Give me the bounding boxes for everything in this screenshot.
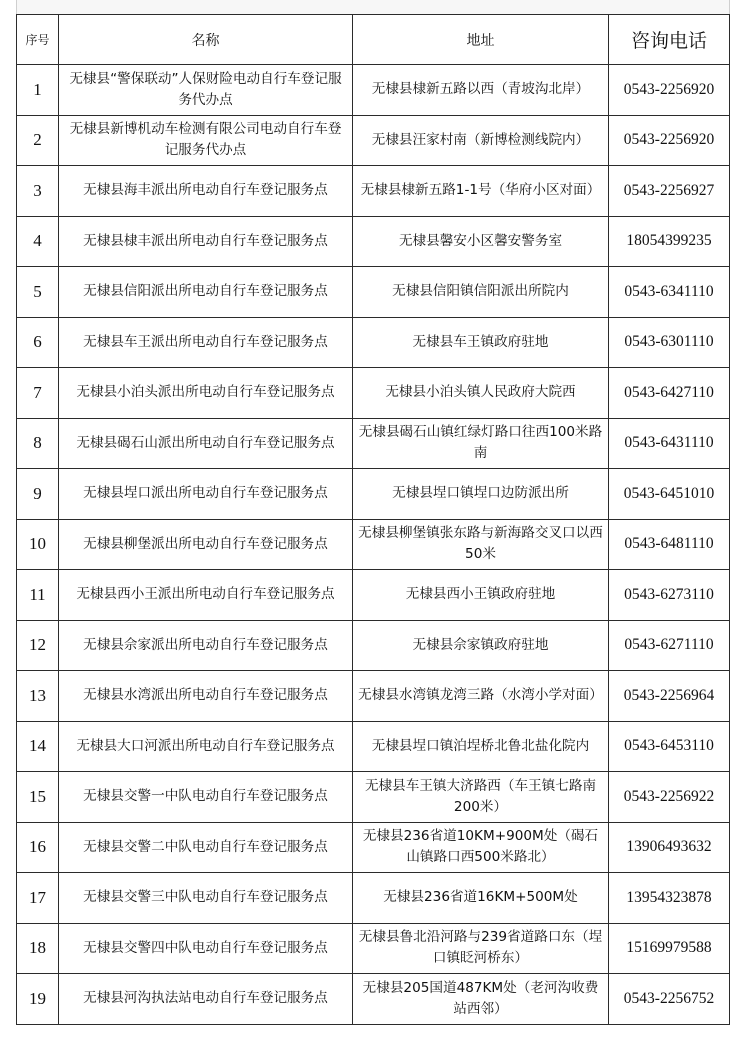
row-number: 9 bbox=[17, 469, 59, 520]
service-point-phone: 0543-6273110 bbox=[609, 570, 730, 621]
table-row bbox=[17, 822, 730, 873]
service-point-address: 无棣县鲁北沿河路与239省道路口东（埕口镇眨河桥东） bbox=[353, 923, 609, 974]
service-point-phone: 0543-2256964 bbox=[609, 671, 730, 722]
row-number: 2 bbox=[17, 115, 59, 166]
row-number: 12 bbox=[17, 620, 59, 671]
service-point-name: 无棣县佘家派出所电动自行车登记服务点 bbox=[59, 620, 353, 671]
table-row bbox=[17, 620, 730, 671]
table-row bbox=[17, 772, 730, 823]
table-row bbox=[17, 115, 730, 166]
row-number: 10 bbox=[17, 519, 59, 570]
service-point-name: 无棣县车王派出所电动自行车登记服务点 bbox=[59, 317, 353, 368]
row-number: 3 bbox=[17, 166, 59, 217]
service-point-phone: 0543-6453110 bbox=[609, 721, 730, 772]
service-point-address: 无棣县车王镇政府驻地 bbox=[353, 317, 609, 368]
service-point-name: 无棣县交警三中队电动自行车登记服务点 bbox=[59, 873, 353, 924]
service-point-phone: 0543-6271110 bbox=[609, 620, 730, 671]
table-body bbox=[17, 65, 730, 1025]
row-number: 11 bbox=[17, 570, 59, 621]
header-number: 序号 bbox=[17, 15, 59, 65]
service-point-address: 无棣县棣新五路以西（青坡沟北岸） bbox=[353, 65, 609, 116]
service-point-phone: 0543-6481110 bbox=[609, 519, 730, 570]
service-point-phone: 0543-6431110 bbox=[609, 418, 730, 469]
service-point-name: 无棣县小泊头派出所电动自行车登记服务点 bbox=[59, 368, 353, 419]
service-point-phone: 13906493632 bbox=[609, 822, 730, 873]
row-number: 7 bbox=[17, 368, 59, 419]
service-point-phone: 0543-2256927 bbox=[609, 166, 730, 217]
service-point-name: 无棣县大口河派出所电动自行车登记服务点 bbox=[59, 721, 353, 772]
table-row bbox=[17, 873, 730, 924]
service-point-address: 无棣县馨安小区馨安警务室 bbox=[353, 216, 609, 267]
header-name: 名称 bbox=[59, 15, 353, 65]
service-point-phone: 0543-2256920 bbox=[609, 65, 730, 116]
header-phone: 咨询电话 bbox=[609, 15, 730, 65]
service-point-name: 无棣县水湾派出所电动自行车登记服务点 bbox=[59, 671, 353, 722]
row-number: 16 bbox=[17, 822, 59, 873]
registration-points-table bbox=[16, 14, 730, 1025]
row-number: 15 bbox=[17, 772, 59, 823]
service-point-name: 无棣县碣石山派出所电动自行车登记服务点 bbox=[59, 418, 353, 469]
table-row bbox=[17, 418, 730, 469]
table-row bbox=[17, 519, 730, 570]
table-row bbox=[17, 721, 730, 772]
header-address: 地址 bbox=[353, 15, 609, 65]
service-point-address: 无棣县西小王镇政府驻地 bbox=[353, 570, 609, 621]
service-point-phone: 13954323878 bbox=[609, 873, 730, 924]
table-row bbox=[17, 317, 730, 368]
table-row bbox=[17, 923, 730, 974]
row-number: 6 bbox=[17, 317, 59, 368]
table-row bbox=[17, 216, 730, 267]
row-number: 18 bbox=[17, 923, 59, 974]
top-scroll-band bbox=[16, 0, 730, 15]
service-point-name: 无棣县棣丰派出所电动自行车登记服务点 bbox=[59, 216, 353, 267]
service-point-phone: 15169979588 bbox=[609, 923, 730, 974]
service-point-address: 无棣县信阳镇信阳派出所院内 bbox=[353, 267, 609, 318]
row-number: 13 bbox=[17, 671, 59, 722]
service-point-phone: 0543-6427110 bbox=[609, 368, 730, 419]
service-point-address: 无棣县车王镇大济路西（车王镇七路南200米） bbox=[353, 772, 609, 823]
table-row bbox=[17, 368, 730, 419]
service-point-name: 无棣县埕口派出所电动自行车登记服务点 bbox=[59, 469, 353, 520]
service-point-name: 无棣县交警一中队电动自行车登记服务点 bbox=[59, 772, 353, 823]
service-point-name: 无棣县交警四中队电动自行车登记服务点 bbox=[59, 923, 353, 974]
table-row bbox=[17, 570, 730, 621]
row-number: 14 bbox=[17, 721, 59, 772]
service-point-address: 无棣县佘家镇政府驻地 bbox=[353, 620, 609, 671]
table-row bbox=[17, 671, 730, 722]
service-point-phone: 0543-6451010 bbox=[609, 469, 730, 520]
service-point-name: 无棣县交警二中队电动自行车登记服务点 bbox=[59, 822, 353, 873]
service-point-address: 无棣县柳堡镇张东路与新海路交叉口以西50米 bbox=[353, 519, 609, 570]
service-point-address: 无棣县棣新五路1-1号（华府小区对面） bbox=[353, 166, 609, 217]
service-point-phone: 18054399235 bbox=[609, 216, 730, 267]
service-point-phone: 0543-2256922 bbox=[609, 772, 730, 823]
service-point-address: 无棣县碣石山镇红绿灯路口往西100米路南 bbox=[353, 418, 609, 469]
table-row bbox=[17, 469, 730, 520]
service-point-name: 无棣县河沟执法站电动自行车登记服务点 bbox=[59, 974, 353, 1025]
service-point-name: 无棣县新博机动车检测有限公司电动自行车登记服务代办点 bbox=[59, 115, 353, 166]
service-point-address: 无棣县埕口镇泊埕桥北鲁北盐化院内 bbox=[353, 721, 609, 772]
table-row bbox=[17, 65, 730, 116]
row-number: 8 bbox=[17, 418, 59, 469]
row-number: 17 bbox=[17, 873, 59, 924]
service-point-address: 无棣县埕口镇埕口边防派出所 bbox=[353, 469, 609, 520]
service-point-name: 无棣县西小王派出所电动自行车登记服务点 bbox=[59, 570, 353, 621]
service-point-name: 无棣县信阳派出所电动自行车登记服务点 bbox=[59, 267, 353, 318]
service-point-name: 无棣县柳堡派出所电动自行车登记服务点 bbox=[59, 519, 353, 570]
table-header-row bbox=[17, 15, 730, 65]
service-point-name: 无棣县“警保联动”人保财险电动自行车登记服务代办点 bbox=[59, 65, 353, 116]
service-point-address: 无棣县水湾镇龙湾三路（水湾小学对面） bbox=[353, 671, 609, 722]
row-number: 1 bbox=[17, 65, 59, 116]
service-point-address: 无棣县236省道10KM+900M处（碣石山镇路口西500米路北） bbox=[353, 822, 609, 873]
table-row bbox=[17, 974, 730, 1025]
row-number: 19 bbox=[17, 974, 59, 1025]
service-point-name: 无棣县海丰派出所电动自行车登记服务点 bbox=[59, 166, 353, 217]
service-point-address: 无棣县205国道487KM处（老河沟收费站西邻） bbox=[353, 974, 609, 1025]
table-row bbox=[17, 166, 730, 217]
service-point-address: 无棣县汪家村南（新博检测线院内） bbox=[353, 115, 609, 166]
row-number: 5 bbox=[17, 267, 59, 318]
row-number: 4 bbox=[17, 216, 59, 267]
service-point-phone: 0543-2256920 bbox=[609, 115, 730, 166]
service-point-phone: 0543-6341110 bbox=[609, 267, 730, 318]
table-row bbox=[17, 267, 730, 318]
service-point-address: 无棣县小泊头镇人民政府大院西 bbox=[353, 368, 609, 419]
service-point-phone: 0543-2256752 bbox=[609, 974, 730, 1025]
service-point-address: 无棣县236省道16KM+500M处 bbox=[353, 873, 609, 924]
service-point-phone: 0543-6301110 bbox=[609, 317, 730, 368]
